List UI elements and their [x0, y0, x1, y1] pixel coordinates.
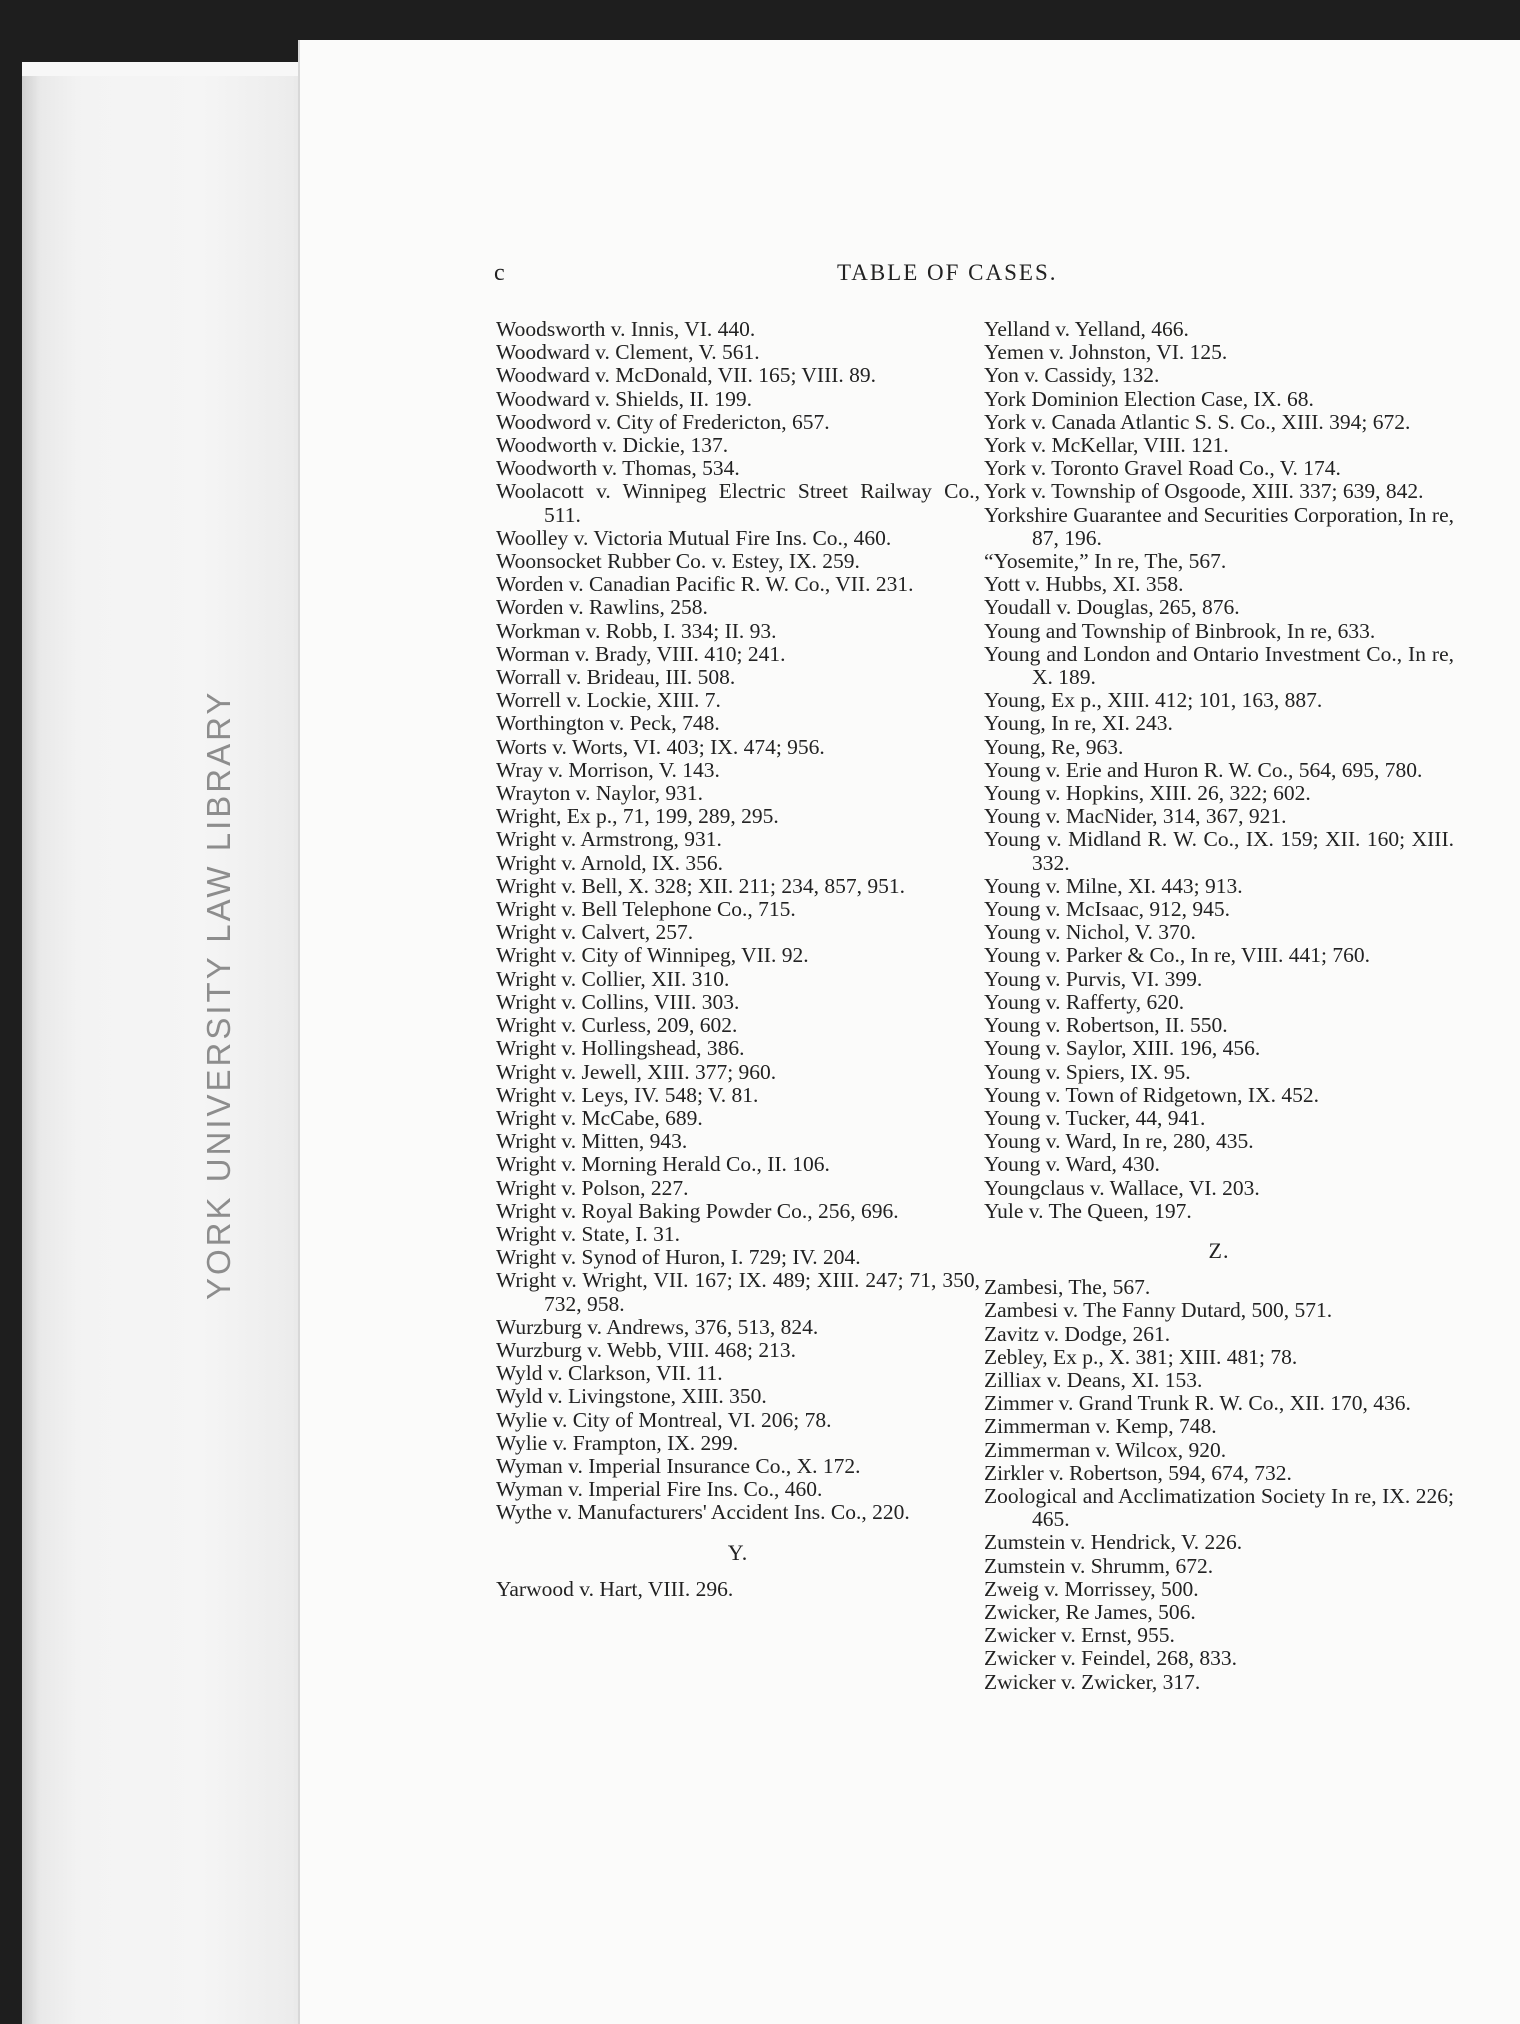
case-entry: York v. Toronto Gravel Road Co., V. 174. [984, 456, 1341, 481]
right-column [984, 318, 1454, 1694]
case-entry: Zwicker v. Feindel, 268, 833. [984, 1646, 1237, 1671]
case-entry: Yelland v. Yelland, 466. [984, 317, 1189, 341]
case-entry: Young and London and Ontario Investment Co., In re, X. 189. [984, 641, 1454, 690]
case-entry: Wright v. State, I. 31. [496, 1221, 681, 1246]
right-tail-entries [984, 1276, 1454, 1694]
case-entry: “Yosemite,” In re, The, 567. [984, 549, 1227, 574]
case-entry: Young v. Nichol, V. 370. [984, 920, 1196, 945]
case-entry: Woolley v. Victoria Mutual Fire Ins. Co., 460. [496, 525, 892, 550]
case-entry: Zumstein v. Shrumm, 672. [984, 1553, 1214, 1578]
section-letter-y: Y. [727, 1539, 749, 1565]
case-entry: Young v. McIsaac, 912, 945. [984, 897, 1231, 922]
case-entry: Zambesi, The, 567. [984, 1275, 1151, 1300]
case-entry: Yemen v. Johnston, VI. 125. [984, 340, 1228, 365]
left-entries [496, 318, 980, 1525]
case-entry: Workman v. Robb, I. 334; II. 93. [496, 618, 777, 643]
case-entry: Wright v. Morning Herald Co., II. 106. [496, 1152, 830, 1177]
case-entry: Wythe v. Manufacturers' Accident Ins. Co., 220. [496, 1500, 910, 1525]
case-entry: Zumstein v. Hendrick, V. 226. [984, 1530, 1243, 1555]
case-entry: Wright v. Bell, X. 328; XII. 211; 234, 857, 951. [496, 873, 905, 898]
case-entry: Young v. Hopkins, XIII. 26, 322; 602. [984, 781, 1311, 806]
case-entry: Wray v. Morrison, V. 143. [496, 757, 720, 782]
case-entry: Woodward v. Shields, II. 199. [496, 386, 753, 411]
case-entry: Zambesi v. The Fanny Dutard, 500, 571. [984, 1298, 1333, 1323]
case-entry: Woolacott v. Winnipeg Electric Street Railway Co., 511. [496, 479, 980, 527]
case-entry: Woodworth v. Dickie, 137. [496, 433, 729, 458]
case-entry: Worthington v. Peck, 748. [496, 711, 720, 736]
case-entry: Zirkler v. Robertson, 594, 674, 732. [984, 1460, 1292, 1485]
case-entry: Wyman v. Imperial Fire Ins. Co., 460. [496, 1477, 823, 1502]
case-entry: Young v. Purvis, VI. 399. [984, 966, 1203, 991]
case-entry: Young v. Town of Ridgetown, IX. 452. [984, 1082, 1319, 1107]
case-entry: Zimmerman v. Wilcox, 920. [984, 1437, 1227, 1462]
case-entry: Young v. Ward, 430. [984, 1152, 1160, 1177]
case-entry: Woodword v. City of Fredericton, 657. [496, 409, 830, 434]
case-entry: Young, Ex p., XIII. 412; 101, 163, 887. [984, 688, 1323, 713]
case-entry: Wyld v. Clarkson, VII. 11. [496, 1361, 723, 1386]
case-entry: Zavitz v. Dodge, 261. [984, 1321, 1171, 1346]
case-entry: Wright v. Hollingshead, 386. [496, 1036, 745, 1061]
case-entry: Wurzburg v. Andrews, 376, 513, 824. [496, 1314, 819, 1339]
case-entry: Wright v. Wright, VII. 167; IX. 489; XIII. 247; 71, 350, 732, 958. [496, 1268, 980, 1316]
case-entry: Zweig v. Morrissey, 500. [984, 1576, 1199, 1601]
case-entry: Wright, Ex p., 71, 199, 289, 295. [496, 804, 779, 829]
page-header [494, 256, 1504, 296]
left-tail-entries [496, 1578, 980, 1601]
case-entry: Worts v. Worts, VI. 403; IX. 474; 956. [496, 734, 825, 759]
case-entry: Young v. Spiers, IX. 95. [984, 1059, 1191, 1084]
case-entry: Young v. Robertson, II. 550. [984, 1013, 1228, 1038]
case-entry: Wrayton v. Naylor, 931. [496, 781, 704, 806]
case-entry: Wright v. Collins, VIII. 303. [496, 989, 740, 1014]
case-entry: Woodward v. McDonald, VII. 165; VIII. 89. [496, 363, 877, 388]
case-entry: Wright v. Curless, 209, 602. [496, 1013, 738, 1038]
case-entry: Wright v. Polson, 227. [496, 1175, 689, 1200]
section-letter-z: Z. [1208, 1237, 1230, 1263]
case-entry: Young, In re, XI. 243. [984, 711, 1173, 736]
case-entry: Wyman v. Imperial Insurance Co., X. 172. [496, 1453, 861, 1478]
left-column [496, 318, 980, 1601]
case-entry: Yon v. Cassidy, 132. [984, 363, 1160, 388]
case-entry: Young and Township of Binbrook, In re, 633. [984, 618, 1376, 643]
case-entry: Yott v. Hubbs, XI. 358. [984, 572, 1184, 597]
case-entry: Zebley, Ex p., X. 381; XIII. 481; 78. [984, 1344, 1298, 1369]
book-page-top-edge [22, 62, 322, 76]
case-entry: Wright v. City of Winnipeg, VII. 92. [496, 943, 809, 968]
case-entry: Wyld v. Livingstone, XIII. 350. [496, 1384, 767, 1409]
case-entry: Wright v. Jewell, XIII. 377; 960. [496, 1059, 777, 1084]
case-entry: Yorkshire Guarantee and Securities Corporation, In re, 87, 196. [984, 502, 1454, 550]
case-entry: Worrall v. Brideau, III. 508. [496, 665, 736, 690]
case-entry: Worden v. Rawlins, 258. [496, 595, 708, 620]
right-entries [984, 318, 1454, 1223]
case-entry: Zimmer v. Grand Trunk R. W. Co., XII. 170, 436. [984, 1391, 1411, 1416]
case-entry: Young v. Saylor, XIII. 196, 456. [984, 1036, 1261, 1061]
case-entry: Worrell v. Lockie, XIII. 7. [496, 688, 721, 713]
case-entry: Zwicker v. Ernst, 955. [984, 1623, 1175, 1648]
case-entry: Zwicker, Re James, 506. [984, 1599, 1196, 1624]
case-entry: Young v. Erie and Huron R. W. Co., 564, 695, 780. [984, 757, 1423, 782]
case-entry: Zimmerman v. Kemp, 748. [984, 1414, 1217, 1439]
case-entry: Yarwood v. Hart, VIII. 296. [496, 1576, 734, 1601]
case-entry: York v. Township of Osgoode, XIII. 337; 639, 842. [984, 479, 1424, 504]
case-entry: Yule v. The Queen, 197. [984, 1198, 1192, 1223]
case-entry: Woodworth v. Thomas, 534. [496, 456, 740, 481]
case-entry: Zoological and Acclimatization Society In re, IX. 226; 465. [984, 1483, 1454, 1532]
case-entry: Young v. Rafferty, 620. [984, 989, 1185, 1014]
case-entry: Woodsworth v. Innis, VI. 440. [496, 317, 756, 341]
case-entry: York Dominion Election Case, IX. 68. [984, 386, 1314, 411]
case-entry: York v. McKellar, VIII. 121. [984, 433, 1229, 458]
case-entry: Wright v. Mitten, 943. [496, 1129, 688, 1154]
case-entry: Wright v. McCabe, 689. [496, 1105, 703, 1130]
case-entry: Wright v. Bell Telephone Co., 715. [496, 897, 796, 922]
case-entry: Wylie v. Frampton, IX. 299. [496, 1430, 739, 1455]
case-entry: Zwicker v. Zwicker, 317. [984, 1669, 1201, 1694]
running-title: TABLE OF CASES. [837, 260, 1058, 285]
case-entry: Wright v. Collier, XII. 310. [496, 966, 730, 991]
case-entry: Young v. Parker & Co., In re, VIII. 441; 760. [984, 943, 1370, 968]
library-stamp: YORK UNIVERSITY LAW LIBRARY [200, 689, 237, 1300]
case-entry: Youdall v. Douglas, 265, 876. [984, 595, 1240, 620]
case-entry: Wright v. Royal Baking Powder Co., 256, 696. [496, 1198, 899, 1223]
case-entry: Young v. Ward, In re, 280, 435. [984, 1129, 1254, 1154]
page-number: c [494, 260, 505, 286]
case-entry: Wright v. Arnold, IX. 356. [496, 850, 724, 875]
case-entry: Worman v. Brady, VIII. 410; 241. [496, 641, 786, 666]
case-entry: Worden v. Canadian Pacific R. W. Co., VII. 231. [496, 572, 914, 597]
case-entry: Young v. Tucker, 44, 941. [984, 1105, 1206, 1130]
case-entry: Woonsocket Rubber Co. v. Estey, IX. 259. [496, 549, 860, 574]
case-entry: Wright v. Synod of Huron, I. 729; IV. 204. [496, 1245, 861, 1270]
book-page-edges [22, 62, 322, 2024]
case-entry: Wurzburg v. Webb, VIII. 468; 213. [496, 1337, 796, 1362]
case-entry: York v. Canada Atlantic S. S. Co., XIII. 394; 672. [984, 409, 1411, 434]
case-entry: Young, Re, 963. [984, 734, 1124, 759]
case-entry: Young v. MacNider, 314, 367, 921. [984, 804, 1287, 829]
case-entry: Young v. Milne, XI. 443; 913. [984, 873, 1243, 898]
case-entry: Woodward v. Clement, V. 561. [496, 340, 760, 365]
case-entry: Young v. Midland R. W. Co., IX. 159; XII. 160; XIII. 332. [984, 827, 1454, 875]
case-entry: Zilliax v. Deans, XI. 153. [984, 1367, 1203, 1392]
case-entry: Wright v. Leys, IV. 548; V. 81. [496, 1082, 759, 1107]
case-entry: Youngclaus v. Wallace, VI. 203. [984, 1175, 1260, 1200]
case-entry: Wright v. Calvert, 257. [496, 920, 694, 945]
case-entry: Wylie v. City of Montreal, VI. 206; 78. [496, 1407, 832, 1432]
case-entry: Wright v. Armstrong, 931. [496, 827, 722, 852]
